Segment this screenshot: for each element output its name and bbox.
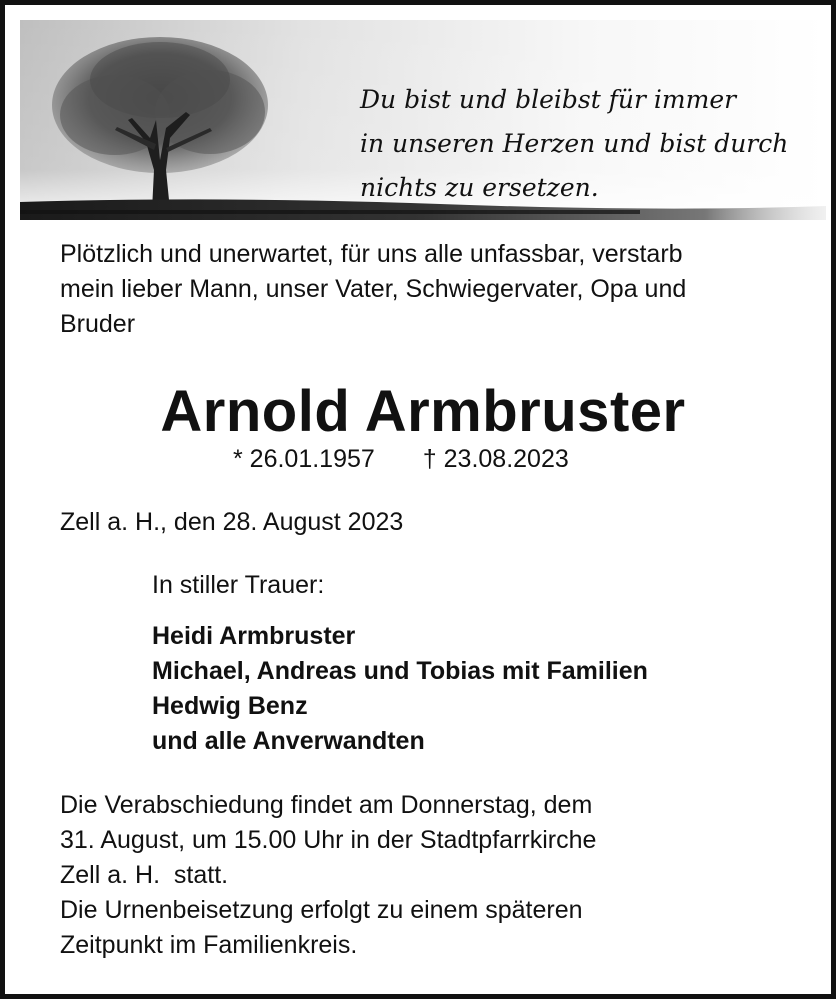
intro-line: Bruder [60, 310, 136, 338]
mourner-name: Heidi Armbruster [152, 622, 356, 650]
service-line: Die Verabschiedung findet am Donnerstag, dem [60, 791, 593, 819]
mourner-name: Hedwig Benz [152, 692, 308, 720]
intro-line: Plötzlich und unerwartet, für uns alle unfassbar, verstarb [60, 240, 683, 268]
service-line: Zell a. H. statt. [60, 861, 229, 889]
service-line: Zeitpunkt im Familienkreis. [60, 931, 358, 959]
service-line: Die Urnenbeisetzung erfolgt zu einem späteren [60, 896, 583, 924]
quote-line: in unseren Herzen und bist durch [360, 129, 789, 158]
quote-line: Du bist und bleibst für immer [360, 85, 737, 114]
birth-date: * 26.01.1957 [233, 445, 375, 473]
death-date: † 23.08.2023 [422, 445, 569, 473]
quote-line: nichts zu ersetzen. [360, 173, 599, 202]
mourning-label: In stiller Trauer: [152, 571, 325, 599]
deceased-name: Arnold Armbruster [160, 379, 686, 444]
place-date: Zell a. H., den 28. August 2023 [60, 508, 404, 536]
intro-line: mein lieber Mann, unser Vater, Schwiegervater, Opa und [60, 275, 687, 303]
mourner-name: Michael, Andreas und Tobias mit Familien [152, 657, 648, 685]
banner-image [20, 20, 826, 220]
quote [360, 78, 820, 210]
service-line: 31. August, um 15.00 Uhr in der Stadtpfarrkirche [60, 826, 597, 854]
mourner-name: und alle Anverwandten [152, 727, 425, 755]
life-dates [233, 442, 569, 476]
intro-text [60, 237, 800, 342]
service-info [60, 788, 596, 963]
mourners-list [152, 619, 648, 759]
